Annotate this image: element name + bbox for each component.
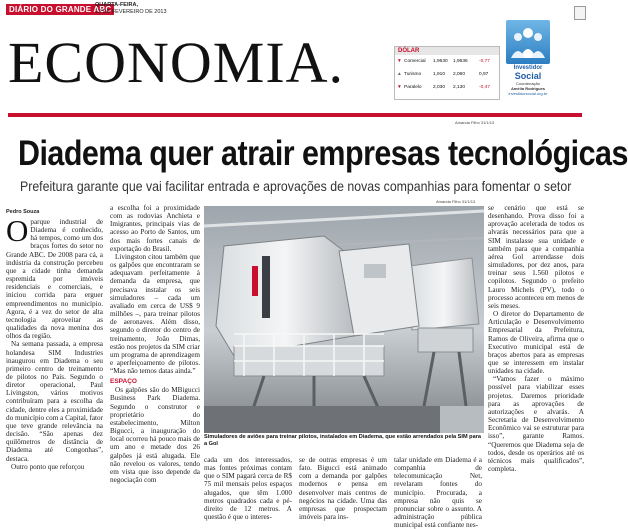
newspaper-name: DIÁRIO DO GRANDE ABC <box>6 4 114 15</box>
publication-date <box>95 2 167 15</box>
subheadline: Prefeitura garante que vai facilitar entrada e aprovações de novas companhias para fomentar o setor <box>20 178 572 194</box>
section-title: ECONOMIA. <box>8 30 345 95</box>
dollar-quote-title: DÓLAR <box>395 47 499 55</box>
down-arrow-icon: ▼ <box>397 85 402 90</box>
paragraph: a escolha foi a proximidade com as rodovias Anchieta e Imigrantes, principais vias de acesso ao Porto de Santos, um dos mais fortes canais de exportação do Brasil. <box>110 204 200 253</box>
paragraph: Os galpões são do MBigucci Business Park Diadema. Segundo o construtor e proprietário do estabelecimento, Milton Bigucci, a inauguração do local ocorreu há pouco mais de um ano e metade dos 26 galpões já está alugada. Ele não revelou os valores, tendo em vista que isso depende da negociação com <box>110 386 200 484</box>
dollar-label: Turismo <box>404 72 422 77</box>
photo-credit-top: Amanda Filho 31/1/13 <box>455 120 495 125</box>
dollar-variation: -0,77 <box>479 59 490 64</box>
paragraph: Livingston citou também que os galpões que encontraram se adequavam perfeitamente à demanda da empresa, que precisava instalar os seis simuladores – cada um avaliado em cerca de US$ 9 milhões –, para treinar pilotos de aeronaves. Além disso, segundo o diretor do centro de treinamento, João Dimas, estão nos projetos da SIM criar um programa de aprendizagem e aperfeiçoamento de pilotos. “Mas não temos datas ainda.” <box>110 252 200 376</box>
dollar-variation: -0,47 <box>479 85 490 90</box>
byline: Pedro Souza <box>6 209 40 215</box>
dollar-buy: 1,9630 <box>433 59 448 64</box>
logo-line2: Social <box>514 71 542 81</box>
paragraph: cada um dos interessados, mas fontes próximas contam que o SIM pagará cerca de R$ 75 mil mensais pelos espaços alugados, que têm 1.000 metros quadrados cada e pé-direito de 12 metros. A questão é que o interes- <box>204 456 292 522</box>
paragraph: se de outras empresas é um fato. Bigucci está animado com a demanda por galpões modernos e pensa em desenvolver mais centros de negócios na cidade. Uma das empresas que prospectam imóveis para ins- <box>299 456 387 522</box>
paragraph: talar unidade em Diadema é a companhia de telecomunicação Net, revelaram fontes do município. Procurada, a empresa não quis se pronunciar sobre o assunto. A administração pública municipal está confiante nes- <box>394 456 482 529</box>
paragraph: se cenário que está se desenhando. Prova disso foi a aprovação acelerada de todos os alvarás necessários para que a SIM instalasse sua unidade e também para que a companhia aérea Gol arrendasse dois simuladores, por dez anos, para treinar seus 1.560 pilotos e copilotos. Segundo o prefeito Lauro Michels (PV), todo o processo aconteceu em menos de seis meses. <box>488 204 584 310</box>
dollar-sell: 2,130 <box>453 85 466 90</box>
down-arrow-icon: ▼ <box>397 59 402 64</box>
dollar-row-turismo <box>395 70 499 80</box>
people-icon <box>506 20 550 64</box>
photo-caption: Simuladores de aviões para treinar pilotos, instalados em Diadema, que estão arrendados pela SIM para a Gol <box>204 434 481 447</box>
logo-line5: investidorsocial.org.br <box>508 91 548 96</box>
paragraph: Oparque industrial de Diadema é conhecido, há tempos, como um dos braços fortes do setor no Grande ABC. De 2008 para cá, a indústria da construção percebeu que a cidade tinha demanda espremida por imóveis residenciais e comerciais, e iniciou corrida para erguer empreendimentos no município. Agora, é a vez do setor de alta tecnologia aproveitar as qualidades da nova menina dos olhos da região. <box>6 213 103 341</box>
section-divider <box>8 113 582 117</box>
weekday: QUARTA-FEIRA, <box>95 2 138 8</box>
dollar-row-comercial <box>395 57 499 67</box>
paragraph: Outro ponto que reforçou <box>11 462 85 471</box>
article-photo <box>204 206 484 433</box>
headline: Diadema quer atrair empresas tecnológicas <box>18 134 628 173</box>
page-icon <box>574 6 586 20</box>
dollar-sell: 2,060 <box>453 72 466 77</box>
article-column-5 <box>394 456 482 529</box>
up-arrow-icon: ▲ <box>397 72 402 77</box>
dollar-label: Comercial <box>404 59 426 64</box>
drop-cap: O <box>6 213 29 248</box>
section-subtitle: ESPAÇO <box>110 378 137 386</box>
logo-emblem <box>506 20 550 64</box>
logo-line1: Investidor <box>513 65 543 71</box>
flight-simulator-image <box>204 206 484 433</box>
dollar-sell: 1,9636 <box>453 59 468 64</box>
dollar-quote-box <box>394 46 500 100</box>
paragraph: “Vamos fazer o máximo possível para viabilizar esses projetos. Daremos prioridade para as aprovações de autorizações e alvarás. A Secretaria de Desenvolvimento Econômico vai se estruturar para isso”, garante Ramos. “Queremos que Diadema seja de todos, desde os operários até os técnicos mais qualificados”, completa. <box>488 375 584 473</box>
dollar-row-paralelo <box>395 83 499 93</box>
investidor-social-logo <box>505 20 551 100</box>
article-column-1 <box>6 213 104 510</box>
paragraph: Na semana passada, a empresa holandesa SIM Industries inaugurou em Diadema o seu primeiro centro de treinamento de pilotos no País. Segundo o diretor operacional, Paul Livingston, vários motivos contribuíram para a escolha da cidade, dentre eles a proximidade do município com a Capital, fator que teve grande relevância na decisão. “São apenas dez quilômetros de distância de Diadema até Congonhas”, destaca. <box>6 340 104 463</box>
article-column-3 <box>204 456 292 522</box>
article-column-4 <box>299 456 387 522</box>
paragraph: O diretor do Departamento de Articulação e Desenvolvimento Empresarial da Prefeitura, Ramos de Oliveira, afirma que o Executivo municipal está de braços abertos para as empresas que se interessem em instalar unidades na cidade. <box>488 310 584 376</box>
date-text: 13 DE FEVEREIRO DE 2013 <box>95 8 167 15</box>
dollar-label: Paralelo <box>404 85 422 90</box>
logo-line3: Coordenação <box>515 81 541 86</box>
photo-credit: Amanda Filho 31/1/13 <box>436 199 476 204</box>
dollar-buy: 2,030 <box>433 85 446 90</box>
article-column-6 <box>488 204 584 510</box>
dollar-variation: 0,97 <box>479 72 489 77</box>
article-column-2 <box>110 204 200 510</box>
dollar-buy: 1,910 <box>433 72 446 77</box>
logo-line4: Amélia Rodrigues <box>510 86 545 91</box>
